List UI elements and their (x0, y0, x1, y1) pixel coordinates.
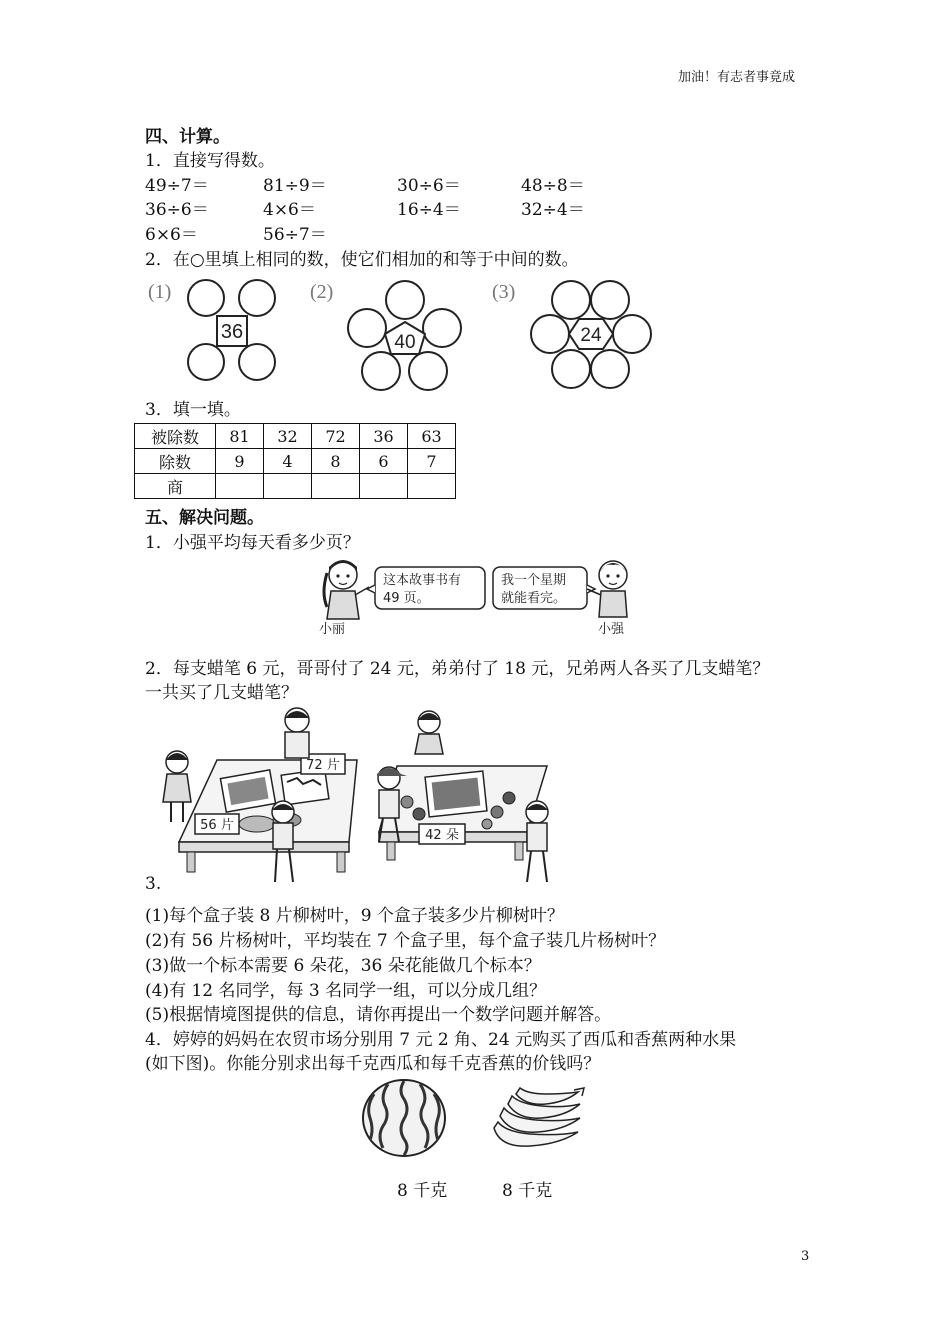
calc-item: 36÷6＝ (145, 200, 209, 220)
table-header-cell: 除数 (135, 449, 216, 474)
tag-72: 72 片 (306, 758, 340, 773)
table-cell: 32 (264, 424, 312, 449)
left-tag-56 (195, 814, 239, 834)
diagram-2-label: (2) (310, 281, 334, 303)
q2-title: 2．在○里填上相同的数，使它们相加的和等于中间的数。 (145, 250, 579, 270)
s5-q4-line-1: 4．婷婷的妈妈在农贸市场分别用 7 元 2 角、24 元购买了西瓜和香蕉两种水果 (145, 1030, 737, 1050)
s5-q2-line-1: 2．每支蜡笔 6 元，哥哥付了 24 元，弟弟付了 18 元，兄弟两人各买了几支蜡笔？ (145, 659, 770, 679)
banana-weight: 8 千克 (502, 1181, 553, 1201)
tag-42: 42 朵 (425, 828, 459, 843)
table-cell: 6 (360, 449, 408, 474)
diagram-1-label: (1) (148, 281, 172, 303)
circle-diagram-2 (308, 278, 468, 393)
diagram-3-center: 24 (580, 325, 602, 346)
girl-left-figure (163, 751, 191, 822)
banana-image (490, 1088, 586, 1152)
diagram-1-center: 36 (220, 321, 244, 343)
s5-q2-line-2: 一共买了几支蜡笔？ (145, 683, 298, 703)
table-cell-blank[interactable] (216, 474, 264, 499)
calc-item: 48÷8＝ (521, 176, 585, 196)
left-bubble-line-1: 这本故事书有 (383, 573, 462, 588)
table-row (135, 424, 456, 449)
s5-q4-line-2: (如下图)。你能分别求出每千克西瓜和每千克香蕉的价钱吗？ (145, 1054, 601, 1074)
left-bubble-line-2: 49 页。 (383, 591, 430, 606)
boy-front-figure (272, 801, 294, 882)
boy-name: 小强 (598, 622, 625, 637)
table-cell-blank[interactable] (312, 474, 360, 499)
calc-item: 16÷4＝ (397, 200, 461, 220)
section-4-title: 四、计算。 (145, 127, 230, 147)
s5-q1-title: 1．小强平均每天看多少页？ (145, 533, 360, 553)
division-table (134, 423, 456, 499)
table-header-cell: 商 (135, 474, 216, 499)
s5-q3-item: (1)每个盒子装 8 片柳树叶，9 个盒子装多少片柳树叶？ (145, 906, 564, 926)
girl-name: 小丽 (319, 622, 346, 637)
calc-item: 6×6＝ (145, 225, 198, 245)
s5-q3-item: (5)根据情境图提供的信息，请你再提出一个数学问题并解答。 (145, 1005, 612, 1025)
leaf-specimen-scene (157, 702, 560, 888)
calc-item: 81÷9＝ (263, 176, 327, 196)
calc-item: 49÷7＝ (145, 176, 209, 196)
watermelon-image (360, 1076, 450, 1160)
calc-item: 30÷6＝ (397, 176, 461, 196)
tag-56: 56 片 (200, 818, 234, 833)
right-bubble-line-2: 就能看完。 (501, 591, 567, 606)
girl-top-figure (415, 711, 443, 754)
right-speech-bubble (493, 567, 595, 609)
calc-item: 4×6＝ (263, 200, 316, 220)
q1-title: 1．直接写得数。 (145, 151, 275, 171)
header-motto: 加油！有志者事竟成 (678, 70, 796, 85)
table-cell: 9 (216, 449, 264, 474)
boy-back-figure (285, 708, 309, 758)
right-tag-42 (419, 824, 465, 844)
table-cell: 7 (408, 449, 456, 474)
table-cell-blank[interactable] (408, 474, 456, 499)
calc-item: 56÷7＝ (263, 225, 327, 245)
table-row (135, 474, 456, 499)
section-5-title: 五、解决问题。 (145, 508, 264, 528)
table-cell: 63 (408, 424, 456, 449)
girl-figure (324, 560, 369, 619)
page-number: 3 (801, 1249, 810, 1264)
s5-q3-item: (4)有 12 名同学，每 3 名同学一组，可以分成几组？ (145, 981, 547, 1001)
table-cell: 72 (312, 424, 360, 449)
table-cell: 4 (264, 449, 312, 474)
q3-title: 3．填一填。 (145, 400, 241, 420)
s5-q3-item: (2)有 56 片杨树叶，平均装在 7 个盒子里，每个盒子装几片杨树叶？ (145, 931, 666, 951)
table-cell: 8 (312, 449, 360, 474)
boy-right-figure (526, 801, 548, 882)
table-cell: 81 (216, 424, 264, 449)
circle-diagram-3 (490, 278, 660, 393)
right-table (379, 766, 547, 860)
calc-item: 32÷4＝ (521, 200, 585, 220)
table-cell-blank[interactable] (360, 474, 408, 499)
table-row (135, 449, 456, 474)
circle-diagram-1 (140, 278, 290, 388)
diagram-3-label: (3) (492, 281, 516, 303)
table-cell: 36 (360, 424, 408, 449)
table-cell-blank[interactable] (264, 474, 312, 499)
dialogue-illustration (311, 553, 641, 637)
table-header-cell: 被除数 (135, 424, 216, 449)
watermelon-weight: 8 千克 (397, 1181, 448, 1201)
left-speech-bubble (367, 567, 485, 609)
right-bubble-line-1: 我一个星期 (501, 573, 567, 588)
diagram-2-center: 40 (394, 332, 416, 353)
s5-q3-item: (3)做一个标本需要 6 朵花，36 朵花能做几个标本？ (145, 956, 541, 976)
s5-q3-number: 3. (145, 874, 162, 894)
